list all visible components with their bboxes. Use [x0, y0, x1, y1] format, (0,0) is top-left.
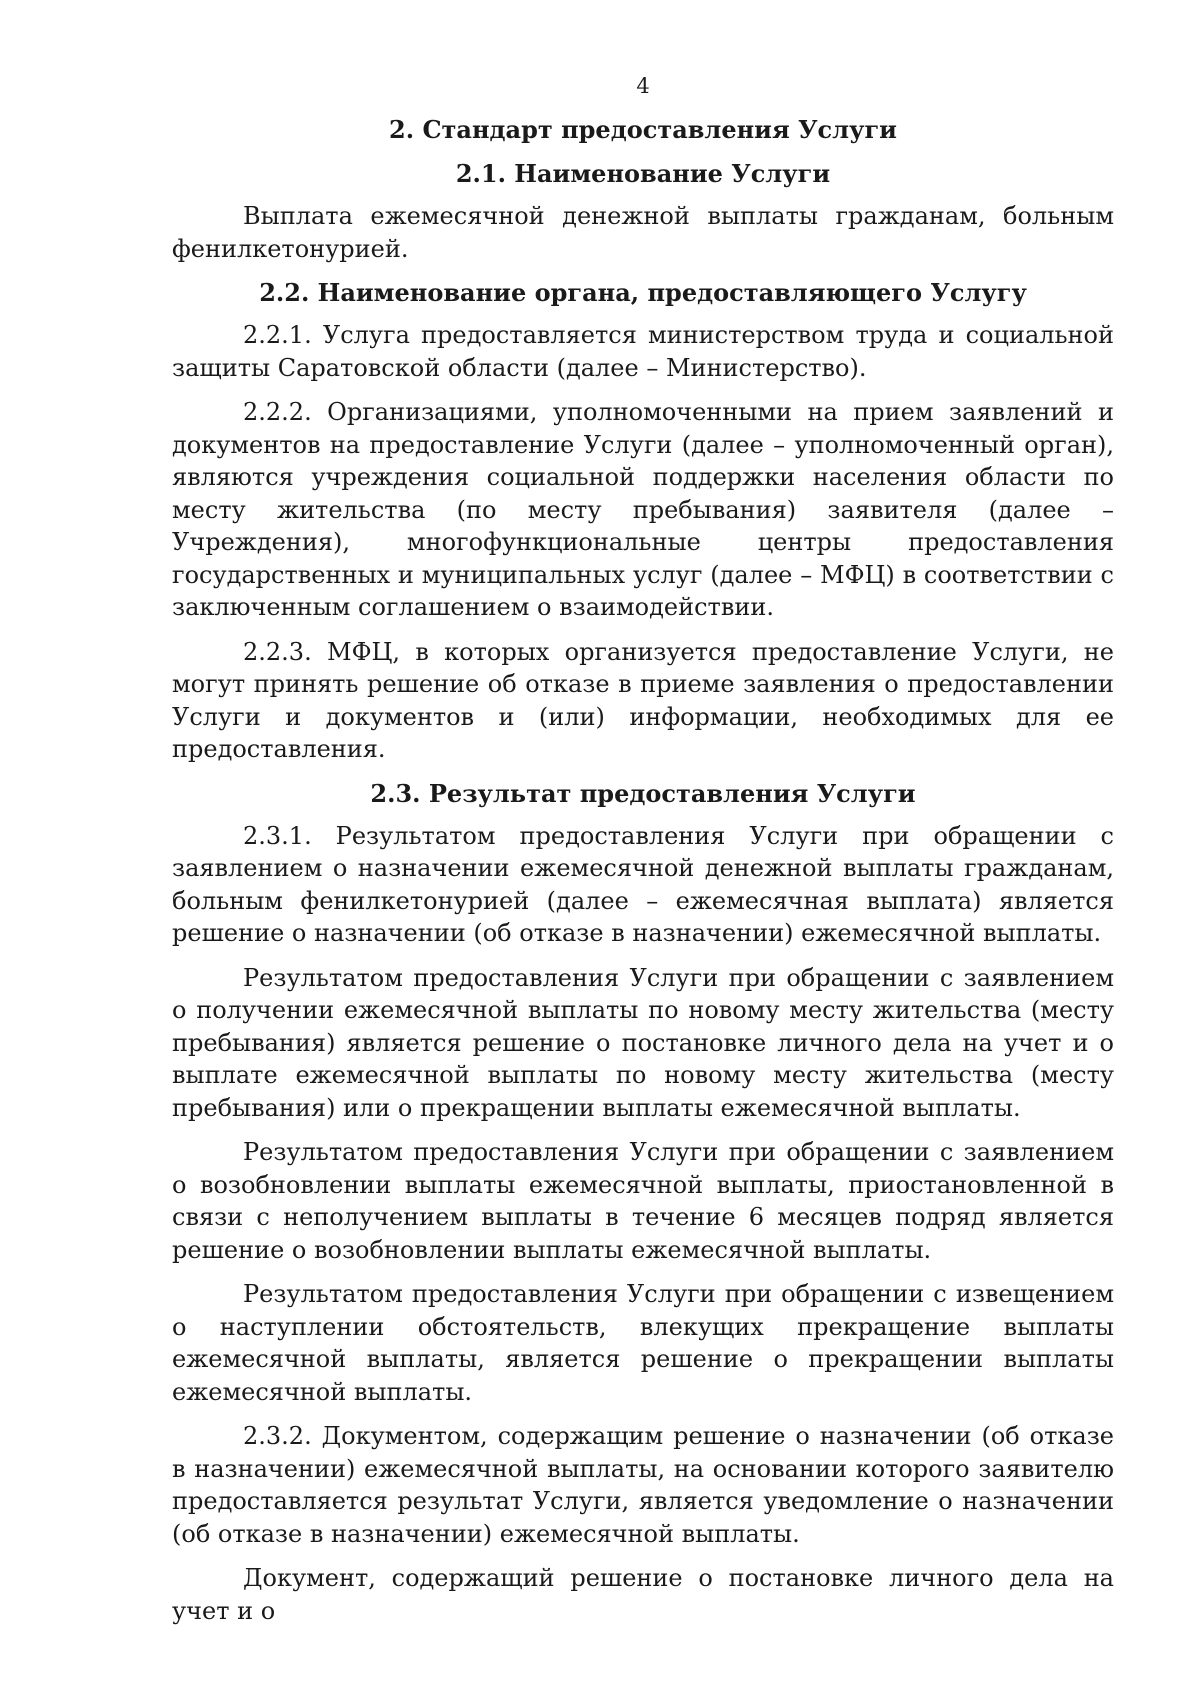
paragraph-result-resumption: Результатом предоставления Услуги при обращении с заявлением о возобновлении выплаты ежемесячной выплаты, приостановленной в связи с неполучением выплаты в течение 6 месяцев подряд является решение о возобновлении выплаты ежемесячной выплаты. [172, 1138, 1114, 1264]
paragraph-2-3-1: 2.3.1. Результатом предоставления Услуги при обращении с заявлением о назначении ежемесячной денежной выплаты гражданам, больным фенилкетонурией (далее – ежемесячная выплата) является решение о назначении (об отказе в назначении) ежемесячной выплаты. [172, 821, 1114, 947]
paragraph-2-1: Выплата ежемесячной денежной выплаты гражданам, больным фенилкетонурией. [172, 202, 1114, 263]
page-number: 4 [636, 74, 650, 98]
paragraph-2-2-3: 2.2.3. МФЦ, в которых организуется предоставление Услуги, не могут принять решение об отказе в приеме заявления о предоставлении Услуги и документов и (или) информации, необходимых для ее предоставления. [172, 637, 1114, 763]
paragraph-2-2-1: 2.2.1. Услуга предоставляется министерством труда и социальной защиты Саратовской области (далее – Министерство). [172, 321, 1114, 382]
heading-2-1: 2.1. Наименование Услуги [455, 159, 831, 188]
paragraph-document-registration: Документ, содержащий решение о постановке личного дела на учет и о [172, 1564, 1114, 1625]
paragraph-result-new-residence: Результатом предоставления Услуги при обращении с заявлением о получении ежемесячной выплаты по новому месту жительства (месту пребывания) является решение о постановке личного дела на учет и о выплате ежемесячной выплаты по новому месту жительства (месту пребывания) или о прекращении выплаты ежемесячной выплаты. [172, 963, 1114, 1122]
paragraph-2-2-2: 2.2.2. Организациями, уполномоченными на прием заявлений и документов на предоставление Услуги (далее – уполномоченный орган), являются учреждения социальной поддержки населения области по месту жительства (по месту пребывания) заявителя (далее – Учреждения), многофункциональные центры предоставления государственных и муниципальных услуг (далее – МФЦ) в соответствии с заключенным соглашением о взаимодействии. [172, 398, 1114, 621]
heading-2-2: 2.2. Наименование органа, предоставляющего Услугу [259, 278, 1027, 307]
heading-2-3: 2.3. Результат предоставления Услуги [370, 778, 916, 808]
paragraph-2-3-2: 2.3.2. Документом, содержащим решение о назначении (об отказе в назначении) ежемесячной выплаты, на основании которого заявителю предоставляется результат Услуги, является уведомление о назначении (об отказе в назначении) ежемесячной выплаты. [172, 1422, 1114, 1548]
document-page [172, 70, 1114, 1635]
section-title: 2. Стандарт предоставления Услуги [389, 115, 897, 144]
paragraph-result-termination: Результатом предоставления Услуги при обращении с извещением о наступлении обстоятельств, влекущих прекращение выплаты ежемесячной выплаты, является решение о прекращении выплаты ежемесячной выплаты. [172, 1280, 1114, 1406]
